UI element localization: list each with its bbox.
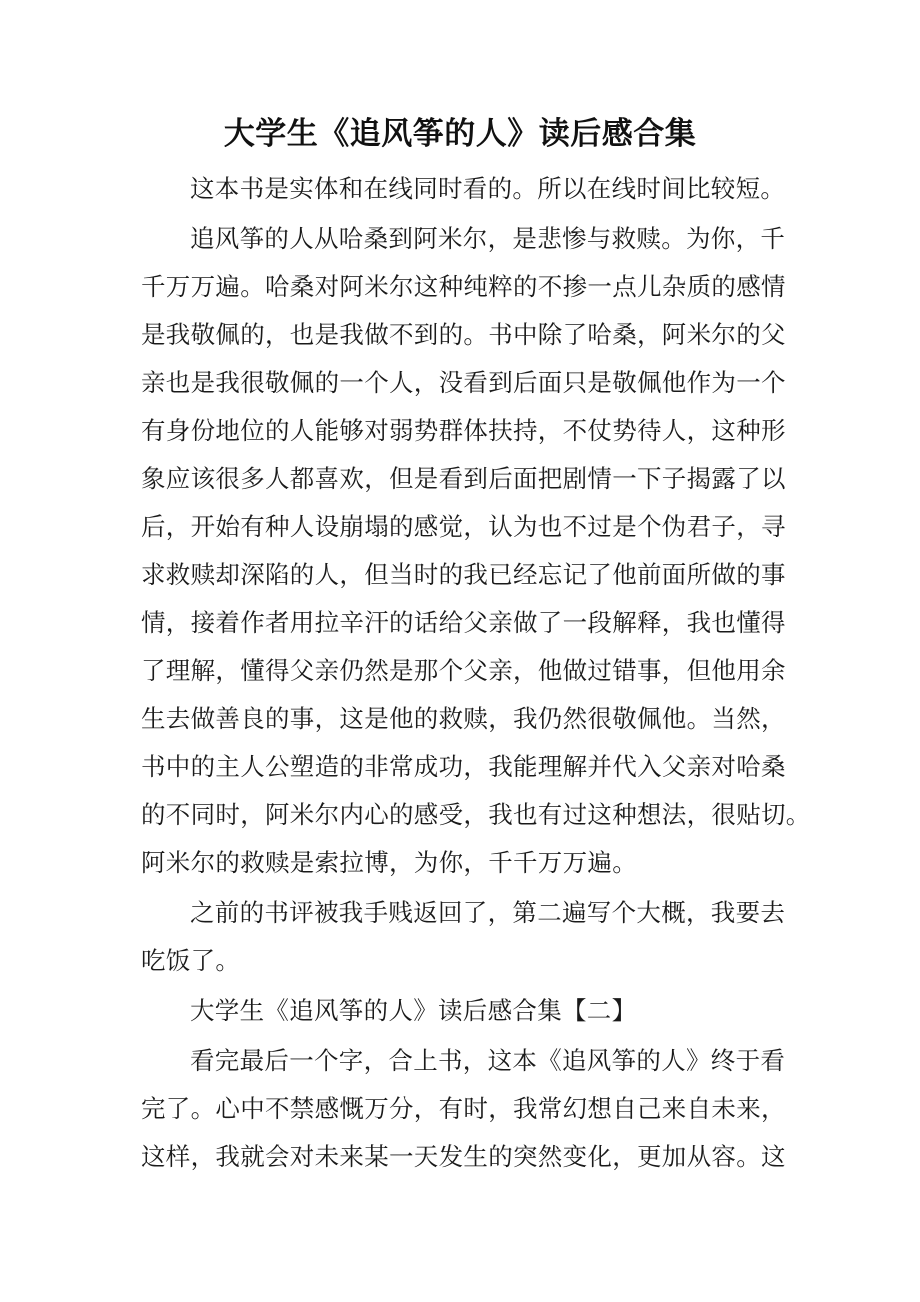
text-line: 这本书是实体和在线同时看的。所以在线时间比较短。 [190,174,786,203]
text-line: 生去做善良的事，这是他的救赎，我仍然很敬佩他。当然， [141,704,786,733]
text-line: 之前的书评被我手贱返回了，第二遍写个大概，我要去 [190,898,786,927]
text-line: 书中的主人公塑造的非常成功，我能理解并代入父亲对哈桑 [141,752,786,781]
text-line: 吃饭了。 [141,946,241,975]
text-line: 看完最后一个字，合上书，这本《追风筝的人》终于看 [190,1046,786,1075]
text-line: 有身份地位的人能够对弱势群体扶持，不仗势待人，这种形 [141,416,786,445]
document-title: 大学生《追风筝的人》读后感合集 [223,116,697,152]
text-line: 的不同时，阿米尔内心的感受，我也有过这种想法，很贴切。 [141,800,811,829]
text-line: 了理解，懂得父亲仍然是那个父亲，他做过错事，但他用余 [141,656,786,685]
text-line: 是我敬佩的，也是我做不到的。书中除了哈桑，阿米尔的父 [141,320,786,349]
text-line: 亲也是我很敬佩的一个人，没看到后面只是敬佩他作为一个 [141,368,786,397]
text-line: 阿米尔的救赎是索拉博，为你，千千万万遍。 [141,848,637,877]
section-heading: 大学生《追风筝的人》读后感合集【二】 [190,996,637,1025]
text-line: 后，开始有种人设崩塌的感觉，认为也不过是个伪君子，寻 [141,512,786,541]
text-line: 情，接着作者用拉辛汗的话给父亲做了一段解释，我也懂得 [141,608,786,637]
text-line: 完了。心中不禁感慨万分，有时，我常幻想自己来自未来， [141,1094,786,1123]
text-line: 象应该很多人都喜欢，但是看到后面把剧情一下子揭露了以 [141,464,786,493]
text-line: 求救赎却深陷的人，但当时的我已经忘记了他前面所做的事 [141,560,786,589]
text-line: 这样，我就会对未来某一天发生的突然变化，更加从容。这 [141,1142,786,1171]
text-line: 千万万遍。哈桑对阿米尔这种纯粹的不掺一点儿杂质的感情 [141,272,786,301]
text-line: 追风筝的人从哈桑到阿米尔，是悲惨与救赎。为你，千 [190,224,786,253]
